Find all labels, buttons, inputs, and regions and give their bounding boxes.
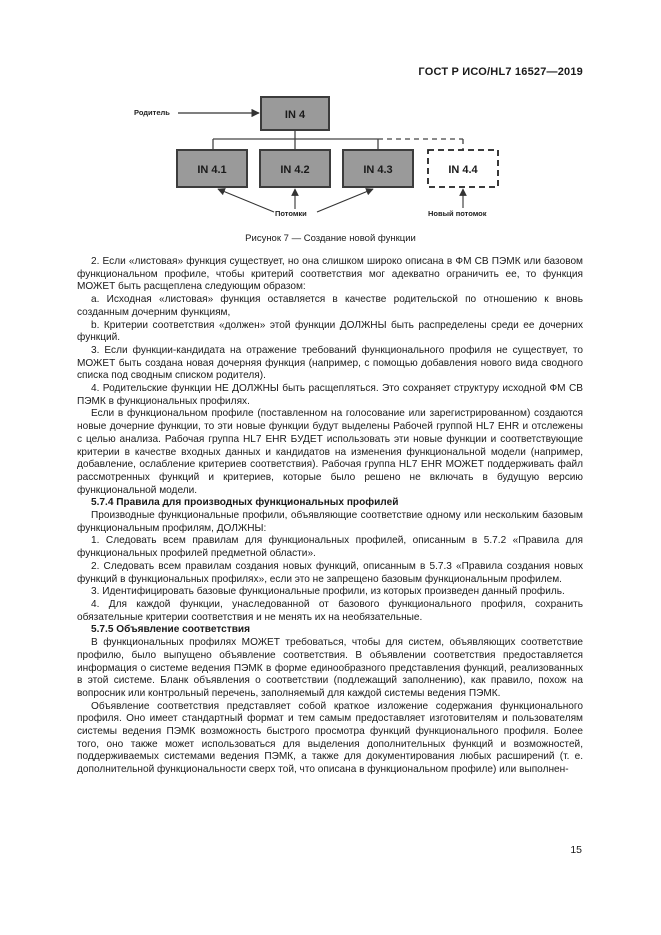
parent-label: Родитель bbox=[134, 108, 170, 117]
child-arrow bbox=[317, 189, 373, 212]
paragraph: Объявление соответствия представляет собой краткое изложение содержания функционального профиля. Оно имеет стандартный формат и тем самым предоставляет изготовителям и пользователям системы ведения ПЭМК возможность быстрого просмотра функций функционального профиля. Более того, оно также может использоваться для выделения дополнительных функций и возможностей, поддерживаемых системами ведения ПЭМК, а также для документирования любых расширений (т. е. дополнительной функциональности сверх той, что описана в функциональном профиле) или выполнен- bbox=[77, 700, 583, 776]
paragraph: 1. Следовать всем правилам для функциональных профилей, описанным в 5.7.2 «Правила для функциональных профилей предметной области». bbox=[77, 535, 583, 560]
parent-box-label: IN 4 bbox=[284, 109, 306, 121]
page-number: 15 bbox=[570, 844, 582, 856]
tree-connectors bbox=[213, 131, 378, 150]
paragraph: b. Критерии соответствия «должен» этой функции ДОЛЖНЫ быть распределены среди ее дочерних функций. bbox=[77, 319, 583, 344]
new-box-label: IN 4.4 bbox=[448, 164, 478, 176]
paragraph: a. Исходная «листовая» функция оставляется в качестве родительской по отношению к вновь созданным дочерним функциям, bbox=[77, 294, 583, 318]
children-label: Потомки bbox=[275, 209, 307, 218]
child-function-box bbox=[177, 150, 247, 187]
document-header: ГОСТ Р ИСО/HL7 16527—2019 bbox=[418, 66, 583, 78]
new-child-label: Новый потомок bbox=[428, 209, 487, 218]
paragraph: 2. Если «листовая» функция существует, но она слишком широко описана в ФМ СВ ПЭМК или базовом функциональном профиле, чтобы критерий соответствия мог адекватно ограничить ее, то функция МОЖЕТ быть расщеплена следующим образом: bbox=[77, 256, 583, 293]
child-box-label: IN 4.3 bbox=[363, 164, 393, 176]
child-function-box bbox=[343, 150, 413, 187]
paragraph: 3. Если функции-кандидата на отражение требований функционального профиля не существует, то МОЖЕТ быть создана новая дочерняя функция (например, с помощью добавления нового вида сводного списка под сводным списком родителя). bbox=[77, 344, 583, 382]
child-box-label: IN 4.1 bbox=[197, 164, 227, 176]
body-text bbox=[77, 256, 583, 777]
paragraph: 2. Следовать всем правилам создания новых функций, описанным в 5.7.3 «Правила создания новых функций в функциональных профилях», если это не запрещено базовым функциональным профилем. bbox=[77, 560, 583, 585]
paragraph: Производные функциональные профили, объявляющие соответствие одному или нескольким базовым функциональным профилям, ДОЛЖНЫ: bbox=[77, 510, 583, 534]
figure-diagram bbox=[0, 0, 661, 250]
new-function-box bbox=[428, 150, 498, 187]
paragraph: 3. Идентифицировать базовые функциональные профили, из которых произведен данный профиль. bbox=[91, 586, 565, 598]
child-function-box bbox=[260, 150, 330, 187]
dashed-connector bbox=[378, 139, 463, 150]
paragraph: 4. Родительские функции НЕ ДОЛЖНЫ быть расщепляться. Это сохраняет структуру исходной ФМ СВ ПЭМК в функциональных профилях. bbox=[77, 383, 583, 407]
section-heading: 5.7.5 Объявление соответствия bbox=[91, 624, 250, 636]
paragraph: В функциональных профилях МОЖЕТ требоваться, чтобы для систем, объявляющих соответствие профилю, было выпущено объявление соответствия. В объявлении соответствия предоставляется информация о системе ведения ПЭМК в форме единообразного представления функций, реализованных в этой системе. Бланк объявления о соответствии (подлежащий заполнению), как правило, похож на вопросник или контрольный перечень, заполняемый для каждой системы ведения ПЭМК. bbox=[77, 637, 583, 699]
child-box-label: IN 4.2 bbox=[280, 164, 310, 176]
paragraph: Если в функциональном профиле (поставленном на голосование или зарегистрированном) создаются новые дочерние функции, то эти новые функции будут выделены Рабочей группой HL7 EHR и отслежены с целью анализа. Рабочая группа HL7 EHR БУДЕТ использовать эти новые функции и соответствующие критерии в качестве входных данных и кандидатов на изменения функциональной модели (например, добавление, ослабление критериев соответствия). Рабочая группа HL7 EHR МОЖЕТ поддерживать файл рассмотренных функций и критериев, которые было решено не включать в будущую версию функциональной модели. bbox=[77, 408, 583, 496]
section-heading: 5.7.4 Правила для производных функциональных профилей bbox=[91, 497, 399, 509]
figure-caption: Рисунок 7 — Создание новой функции bbox=[245, 233, 416, 244]
paragraph: 4. Для каждой функции, унаследованной от базового функционального профиля, сохранить обязательные критерии соответствия и не менять их на необязательные. bbox=[77, 598, 583, 623]
child-arrow bbox=[218, 189, 274, 212]
parent-function-box bbox=[261, 97, 329, 130]
